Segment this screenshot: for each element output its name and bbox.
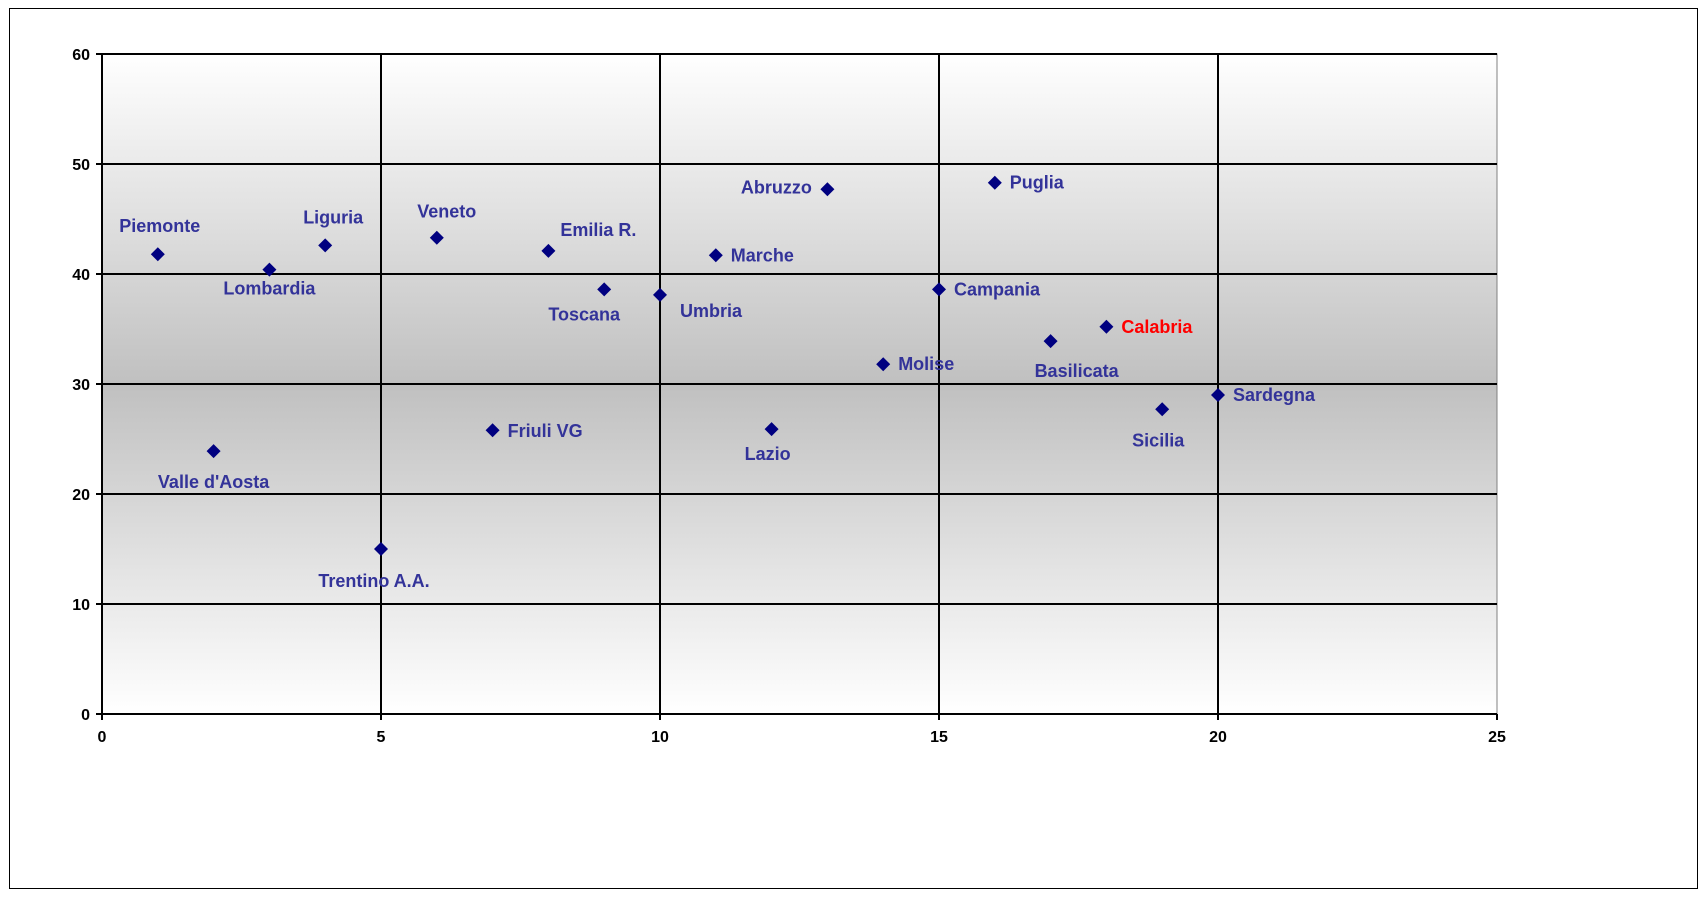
tick-label-x-0: 0 [97, 729, 107, 746]
data-label-abruzzo: Abruzzo [740, 177, 812, 198]
data-label-valle-d-aosta: Valle d'Aosta [157, 472, 270, 493]
data-label-lombardia: Lombardia [223, 278, 316, 299]
data-label-sicilia: Sicilia [1132, 430, 1185, 451]
scatter-chart [10, 9, 1697, 888]
data-label-calabria: Calabria [1121, 316, 1193, 337]
tick-label-x-20: 20 [1209, 729, 1227, 746]
tick-label-x-5: 5 [376, 729, 386, 746]
tick-label-x-10: 10 [651, 729, 669, 746]
data-label-toscana: Toscana [548, 304, 621, 325]
chart-frame [9, 8, 1698, 889]
tick-label-y-20: 20 [72, 487, 90, 504]
data-label-trentino-a-a: Trentino A.A. [318, 571, 430, 591]
data-label-molise: Molise [898, 354, 955, 375]
tick-label-y-50: 50 [72, 157, 90, 174]
tick-label-x-15: 15 [930, 729, 948, 746]
data-label-campania: Campania [954, 279, 1041, 300]
data-label-emilia-r: Emilia R. [560, 219, 637, 240]
tick-label-x-25: 25 [1488, 729, 1506, 746]
tick-label-y-60: 60 [72, 47, 90, 64]
data-label-basilicata: Basilicata [1034, 361, 1119, 382]
data-label-sardegna: Sardegna [1233, 385, 1316, 405]
data-label-veneto: Veneto [417, 201, 477, 222]
tick-label-y-0: 0 [81, 707, 90, 724]
data-label-umbria: Umbria [680, 300, 743, 321]
data-label-liguria: Liguria [303, 207, 364, 228]
data-label-piemonte: Piemonte [119, 216, 201, 237]
tick-label-y-30: 30 [72, 377, 90, 394]
data-label-puglia: Puglia [1009, 172, 1064, 193]
tick-label-y-10: 10 [72, 597, 90, 614]
data-label-friuli-vg: Friuli VG [507, 421, 583, 442]
data-label-marche: Marche [730, 245, 794, 266]
data-label-lazio: Lazio [744, 444, 791, 465]
tick-label-y-40: 40 [72, 267, 90, 284]
